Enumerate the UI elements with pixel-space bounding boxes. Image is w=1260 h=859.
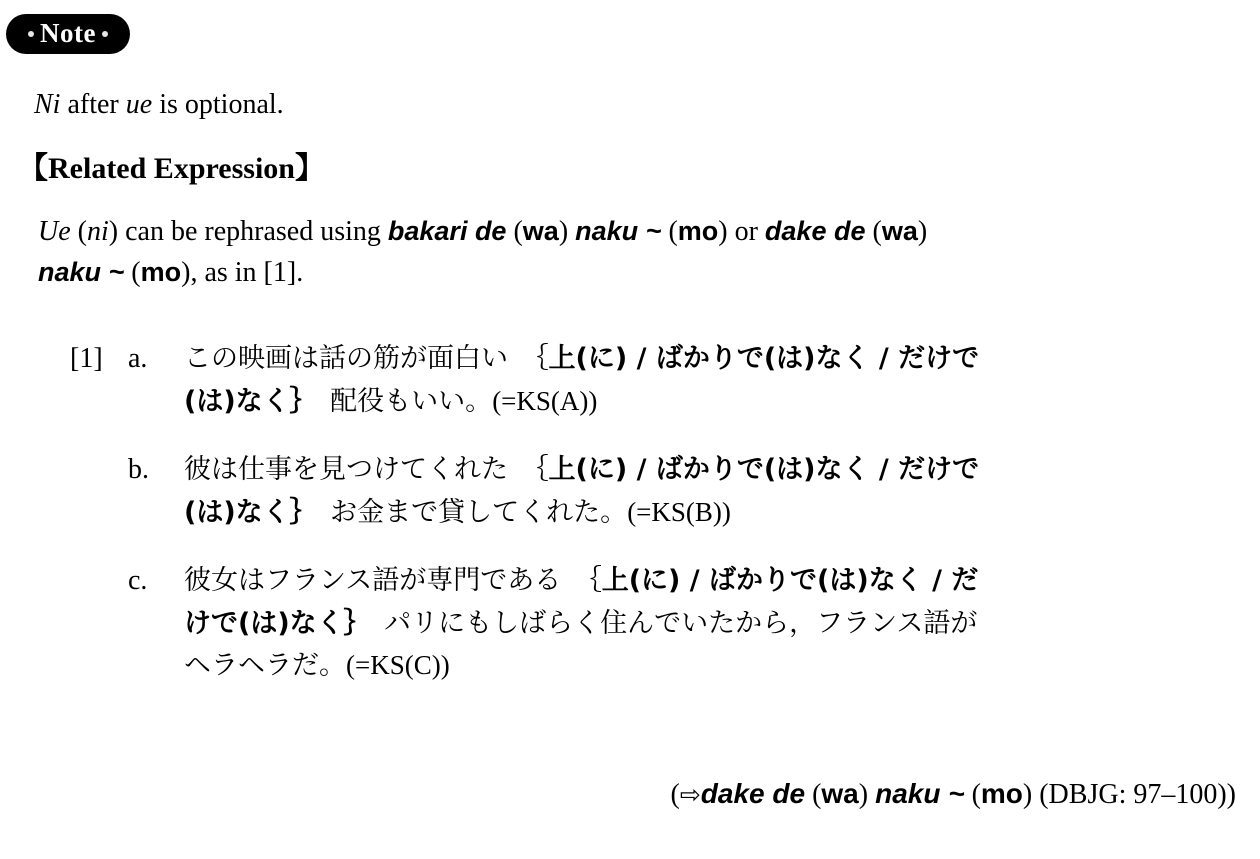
xref-bold-1: wa xyxy=(821,778,859,809)
related-expression-paragraph xyxy=(38,212,1228,293)
rel-seg17: naku ~ xyxy=(38,256,125,287)
example-jp-bold-2: (は)なく｝ xyxy=(184,496,304,528)
right-arrow-icon: ⇨ xyxy=(679,780,701,809)
rel-seg19: mo xyxy=(140,256,182,287)
example-jp-plain-2: お金まで貸してくれた。 xyxy=(303,496,628,528)
note-term-ni: Ni xyxy=(34,89,61,120)
example-jp-bold-2: けで(は)なく｝ xyxy=(184,607,358,639)
example-body xyxy=(184,338,1240,423)
note-body-text xyxy=(34,86,284,124)
rel-seg6: ( xyxy=(506,216,523,247)
rel-seg11: mo xyxy=(677,216,719,246)
badge-dot-right-icon xyxy=(102,31,108,37)
xref-sep-1: ( xyxy=(805,779,822,810)
xref-sep-3: ( xyxy=(964,779,981,810)
example-jp-plain: 彼女はフランス語が専門である ｛ xyxy=(184,565,602,597)
rel-seg16: ) xyxy=(917,216,928,247)
example-jp-bold: 上(に) / ばかりで(は)なく / だけで xyxy=(548,343,980,374)
note-term-ue: ue xyxy=(125,89,153,120)
rel-seg15: wa xyxy=(881,216,918,246)
rel-seg8: ) xyxy=(558,216,576,247)
rel-seg20: ), as in [1]. xyxy=(181,256,304,288)
note-badge xyxy=(6,14,130,54)
rel-seg14: ( xyxy=(865,216,882,247)
rel-seg12: ) or xyxy=(718,216,765,247)
note-text-after: is optional. xyxy=(152,89,284,120)
example-jp-plain: この映画は話の筋が面白い ｛ xyxy=(184,343,549,374)
example-jp-plain-2: 配役もいい。 xyxy=(303,385,493,417)
note-badge-label: Note xyxy=(40,17,96,48)
example-number: [1] xyxy=(70,343,103,374)
examples-list xyxy=(70,338,1240,714)
example-jp-plain: 彼は仕事を見つけてくれた ｛ xyxy=(184,454,549,486)
example-body xyxy=(184,449,1240,534)
rel-seg4: ) can be rephrased using xyxy=(108,216,388,247)
example-tag: (=KS(A)) xyxy=(492,385,598,416)
rel-seg3: ni xyxy=(86,216,109,247)
xref-sep-2: ) xyxy=(858,779,876,810)
xref-bold-2: mo xyxy=(980,778,1023,809)
xref-sep-4: ) xyxy=(1022,779,1040,810)
example-jp-bold: 上(に) / ばかりで(は)なく / だ xyxy=(601,565,979,597)
badge-dot-left-icon xyxy=(28,31,34,37)
rel-seg2: ( xyxy=(70,216,87,247)
example-jp-bold-2: (は)なく｝ xyxy=(184,385,304,417)
rel-seg18: ( xyxy=(124,256,141,288)
rel-seg9: naku ~ xyxy=(575,216,662,246)
rel-seg10: ( xyxy=(661,216,678,247)
note-text-middle: after xyxy=(60,89,126,120)
rel-seg5: bakari de xyxy=(387,216,507,246)
xref-open-paren: ( xyxy=(670,779,680,810)
list-item xyxy=(70,560,1240,688)
example-letter: b. xyxy=(128,454,149,486)
rel-seg7: wa xyxy=(522,216,559,246)
list-item xyxy=(70,338,1240,423)
example-letter: a. xyxy=(128,343,148,374)
related-expression-heading: 【Related Expression】 xyxy=(18,152,325,185)
rel-seg1: Ue xyxy=(38,216,71,247)
list-item xyxy=(70,449,1240,534)
example-jp-plain-3: ヘラヘラだ。 xyxy=(184,650,346,682)
cross-reference xyxy=(0,778,1236,811)
rel-seg13: dake de xyxy=(764,216,866,246)
example-tag: (=KS(B)) xyxy=(627,496,731,527)
xref-term-2: naku ~ xyxy=(875,778,965,809)
example-jp-bold: 上(に) / ばかりで(は)なく / だけで xyxy=(548,454,980,486)
xref-source: (DBJG: 97–100)) xyxy=(1039,779,1236,810)
example-letter: c. xyxy=(128,565,148,597)
example-body xyxy=(184,560,1240,688)
xref-term-1: dake de xyxy=(700,778,806,809)
example-tag: (=KS(C)) xyxy=(346,650,450,681)
example-jp-plain-2: パリにもしばらく住んでいたから，フランス語が xyxy=(357,607,978,639)
